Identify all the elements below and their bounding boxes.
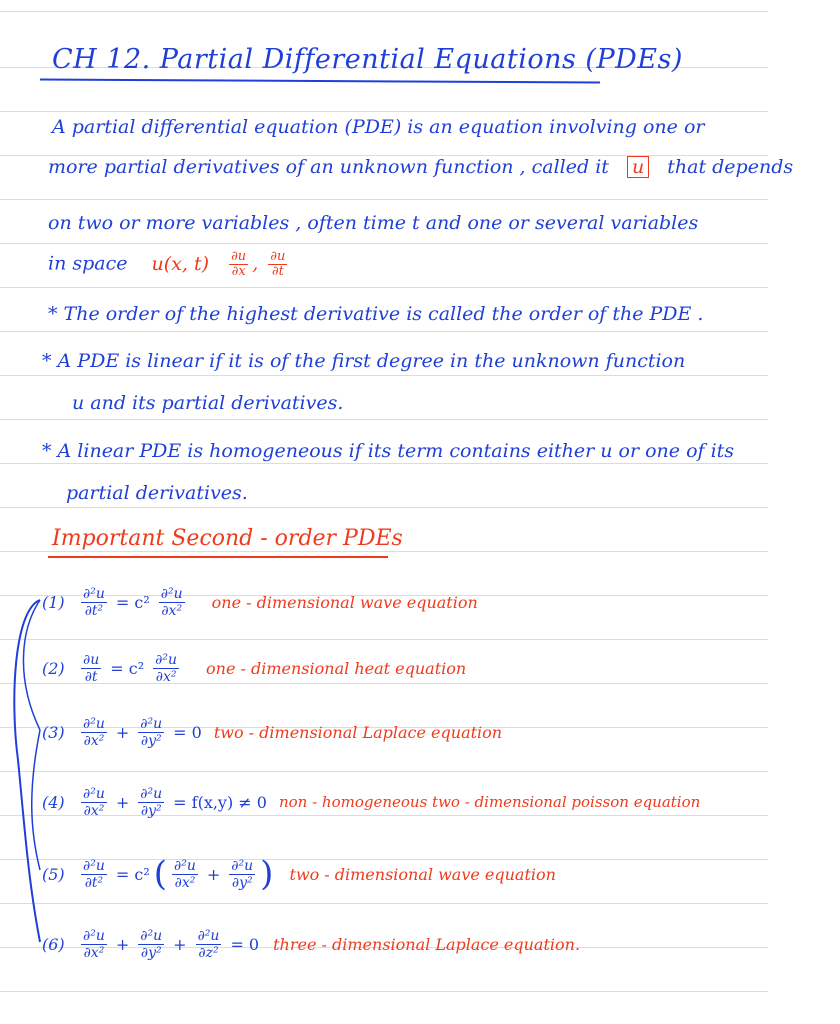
intro-line-4: in space u(x, t) $\frac{\partial u}{\partial x}$ , $\frac{\partial u}{\partial t}$ (48, 249, 286, 279)
highlighted-u: u (627, 156, 649, 178)
equation-description: non - homogeneous two - dimensional poisson equation (278, 793, 701, 811)
equation-label: (2) (42, 658, 65, 678)
equation-2 (42, 646, 466, 690)
function-u-xt: u(x, t) (151, 252, 210, 275)
bullet-homogeneous: * A linear PDE is homogeneous if its term contains either u or one of its (42, 440, 735, 462)
bullet-homogeneous-cont: partial derivatives. (66, 482, 248, 504)
equation-math: $\frac{\text{∂²u}}{\text{∂x²}}$ + $\frac{\text{∂²u}}{\text{∂y²}}$ + $\frac{\text{∂²u}}{\text{∂z²}}$ = 0 (83, 927, 260, 961)
equation-math: $\frac{\text{∂²u}}{\text{∂t²}}$ = c² $\frac{\text{∂²u}}{\text{∂x²}}$ (83, 585, 183, 619)
equation-label: (1) (42, 592, 65, 612)
partial-u-x: $\frac{\partial u}{\partial x}$ (231, 249, 247, 279)
bullet-linear-cont: u and its partial derivatives. (72, 392, 344, 414)
equation-5 (42, 852, 556, 896)
equation-1 (42, 580, 478, 624)
equation-description: three - dimensional Laplace equation. (273, 934, 581, 954)
intro-line-2 (48, 156, 816, 178)
equation-math: $\frac{\text{∂²u}}{\text{∂x²}}$ + $\frac{\text{∂²u}}{\text{∂y²}}$ = 0 (83, 715, 202, 749)
equation-label: (6) (42, 934, 65, 954)
intro-line-2-text-b: that depends (667, 156, 794, 178)
equation-math: $\frac{\text{∂²u}}{\text{∂t²}}$ = c² ( $\frac{\text{∂²u}}{\text{∂x²}}$ + $\frac{\text{∂²u}}{\text{∂y²}}$ ) (83, 854, 274, 894)
intro-line-2-text-a: more partial derivatives of an unknown function , called it (48, 156, 609, 178)
equation-math: $\frac{\text{∂²u}}{\text{∂x²}}$ + $\frac{\text{∂²u}}{\text{∂y²}}$ = f(x,y) ≠ 0 (83, 785, 267, 819)
equation-description: one - dimensional heat equation (206, 658, 467, 678)
title-underline (40, 79, 600, 84)
section-heading: Important Second - order PDEs (52, 526, 403, 551)
equation-6 (42, 922, 580, 966)
section-heading-underline (48, 556, 388, 558)
equation-label: (5) (42, 864, 65, 884)
equation-description: one - dimensional wave equation (211, 592, 478, 612)
page-title: CH 12. Partial Differential Equations (PDEs) (52, 44, 683, 75)
equation-math: $\frac{\partial u}{\partial t}$ = c² $\frac{\text{∂²u}}{\text{∂x²}}$ (83, 651, 178, 685)
equation-label: (3) (42, 722, 65, 742)
intro-line-4-text: in space (48, 252, 128, 275)
equation-4 (42, 780, 700, 824)
bullet-order: * The order of the highest derivative is called the order of the PDE . (48, 303, 704, 325)
equation-label: (4) (42, 792, 65, 812)
equation-description: two - dimensional Laplace equation (213, 722, 503, 742)
equation-3 (42, 710, 502, 754)
intro-line-1: A partial differential equation (PDE) is an equation involving one or (52, 116, 705, 138)
equation-description: two - dimensional wave equation (289, 864, 556, 884)
partial-u-t: $\frac{\partial u}{\partial t}$ (270, 249, 286, 279)
intro-line-3: on two or more variables , often time t and one or several variables (48, 212, 699, 234)
bullet-linear: * A PDE is linear if it is of the first degree in the unknown function (42, 350, 686, 372)
